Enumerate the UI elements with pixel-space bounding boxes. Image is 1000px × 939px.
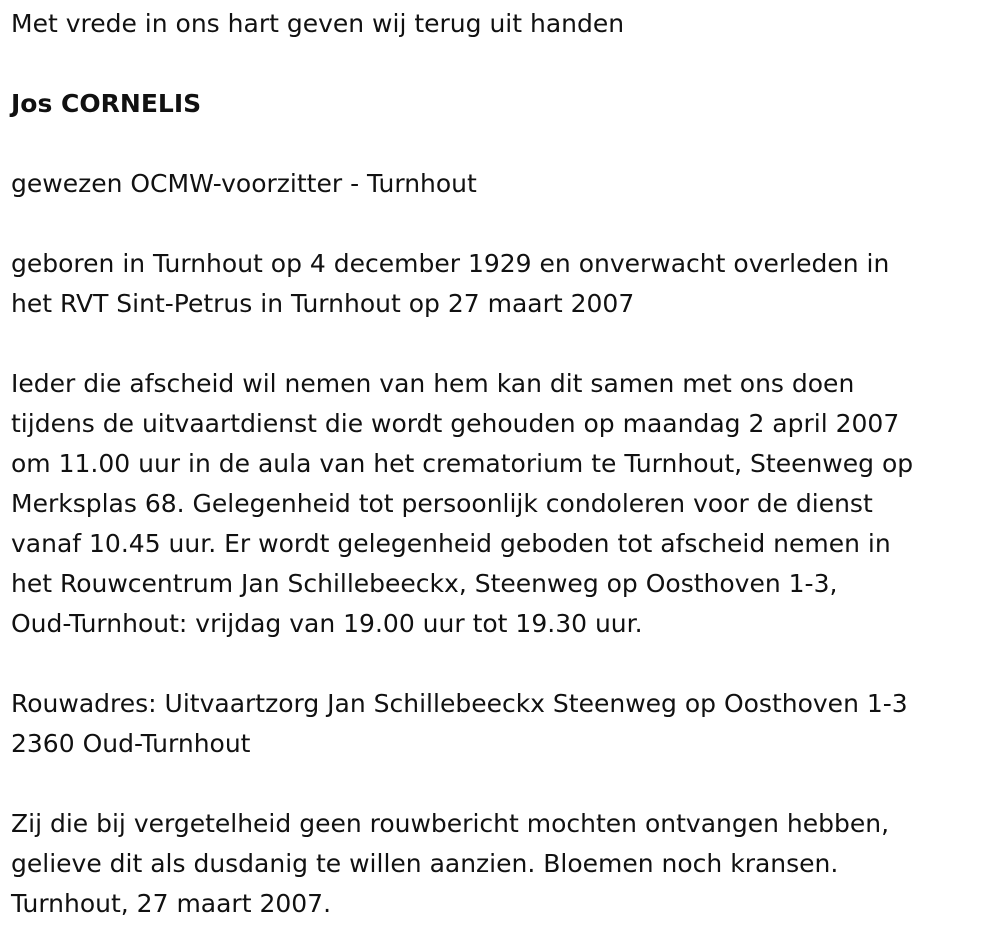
text-line: Rouwadres: Uitvaartzorg Jan Schillebeeckx Steenweg op Oosthoven 1-3 (11, 689, 908, 718)
text-line: Met vrede in ons hart geven wij terug uit handen (11, 9, 625, 38)
deceased-name (11, 84, 986, 124)
text-line: Zij die bij vergetelheid geen rouwbericht mochten ontvangen hebben, (11, 809, 890, 838)
text-line: Jos CORNELIS (11, 89, 202, 118)
address-paragraph (11, 684, 986, 764)
text-line: Ieder die afscheid wil nemen van hem kan dit samen met ons doen (11, 369, 855, 398)
spacer (11, 204, 986, 244)
text-line: vanaf 10.45 uur. Er wordt gelegenheid geboden tot afscheid nemen in (11, 529, 891, 558)
text-line: het Rouwcentrum Jan Schillebeeckx, Steenweg op Oosthoven 1-3, (11, 569, 838, 598)
text-line: het RVT Sint-Petrus in Turnhout op 27 maart 2007 (11, 289, 635, 318)
spacer (11, 764, 986, 804)
spacer (11, 44, 986, 84)
deceased-title (11, 164, 986, 204)
spacer (11, 324, 986, 364)
spacer (11, 644, 986, 684)
text-line: Merksplas 68. Gelegenheid tot persoonlijk condoleren voor de dienst (11, 489, 873, 518)
text-line: geboren in Turnhout op 4 december 1929 en onverwacht overleden in (11, 249, 890, 278)
opening-line (11, 4, 986, 44)
birth-death-paragraph (11, 244, 986, 324)
spacer (11, 124, 986, 164)
text-line: gelieve dit als dusdanig te willen aanzien. Bloemen noch kransen. (11, 849, 839, 878)
text-line: Oud-Turnhout: vrijdag van 19.00 uur tot 19.30 uur. (11, 609, 643, 638)
closing-paragraph (11, 804, 986, 924)
text-line: gewezen OCMW-voorzitter - Turnhout (11, 169, 477, 198)
text-line: tijdens de uitvaartdienst die wordt gehouden op maandag 2 april 2007 (11, 409, 900, 438)
obituary-notice (11, 4, 986, 924)
text-line: Turnhout, 27 maart 2007. (11, 889, 332, 918)
funeral-paragraph (11, 364, 986, 644)
text-line: om 11.00 uur in de aula van het crematorium te Turnhout, Steenweg op (11, 449, 914, 478)
text-line: 2360 Oud-Turnhout (11, 729, 251, 758)
